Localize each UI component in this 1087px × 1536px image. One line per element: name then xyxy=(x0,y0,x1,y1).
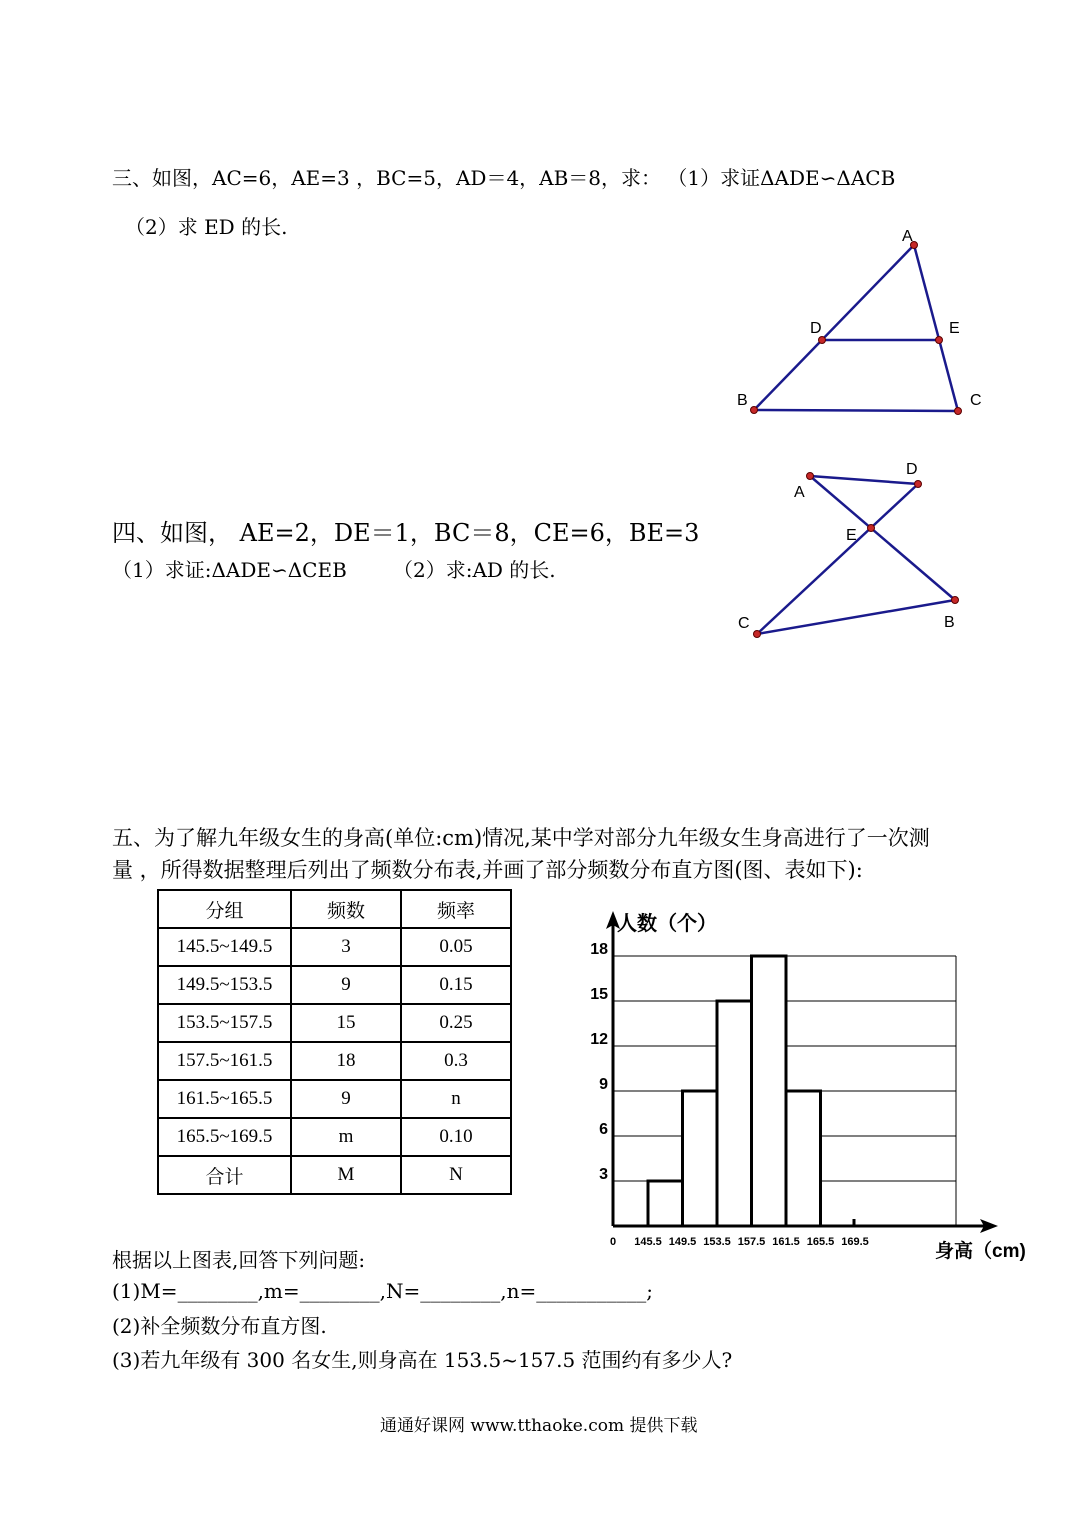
q5-sub2: (2)补全频数分布直方图. xyxy=(112,1314,327,1338)
table-cell: 0.3 xyxy=(401,1042,511,1080)
q4-line2a: （1）求证:ΔADE∽ΔCEB xyxy=(112,558,347,582)
table-cell: 0.15 xyxy=(401,966,511,1004)
label-q3-e: E xyxy=(949,320,960,337)
table-header: 频率 xyxy=(401,890,511,928)
x-tick-label: 161.5 xyxy=(772,1236,800,1248)
x-tick-label: 157.5 xyxy=(737,1236,766,1248)
q3-line2: （2）求 ED 的长. xyxy=(125,215,288,239)
table-cell: 157.5~161.5 xyxy=(158,1042,291,1080)
table-cell: 3 xyxy=(291,928,401,966)
histogram-bar xyxy=(752,956,787,1226)
label-q3-c: C xyxy=(970,392,982,409)
label-q4-b: B xyxy=(944,614,955,631)
table-cell: 18 xyxy=(291,1042,401,1080)
label-q4-a: A xyxy=(794,484,805,501)
label-q4-d: D xyxy=(906,461,918,478)
y-tick-label: 15 xyxy=(590,986,608,1003)
table-cell: 153.5~157.5 xyxy=(158,1004,291,1042)
q4-line2b: （2）求:AD 的长. xyxy=(393,558,556,582)
y-axis-title: 人数（个） xyxy=(617,913,717,935)
x-tick-label: 149.5 xyxy=(668,1236,697,1248)
label-q3-a: A xyxy=(902,228,913,245)
page-footer: 通通好课网 www.tthaoke.com 提供下载 xyxy=(380,1416,698,1436)
histogram-bar xyxy=(648,1181,683,1226)
q4-line1-text: 四、如图， AE=2，DE＝1，BC＝8，CE=6，BE=3 xyxy=(112,519,700,547)
table-cell: 合计 xyxy=(158,1156,291,1194)
y-tick-label: 12 xyxy=(590,1031,608,1048)
table-header: 分组 xyxy=(158,890,291,928)
table-cell: 165.5~169.5 xyxy=(158,1118,291,1156)
x-axis-title: 身高（cm) xyxy=(935,1241,1026,1262)
q3-line1: 三、如图，AC=6，AE=3 ，BC=5，AD＝4，AB＝8，求： （1）求证ΔADE∽ΔACB xyxy=(112,166,896,190)
y-tick-label: 6 xyxy=(599,1121,608,1138)
x-tick-label: 145.5 xyxy=(634,1236,662,1248)
table-cell: M xyxy=(291,1156,401,1194)
table-cell: 0.05 xyxy=(401,928,511,966)
label-q3-b: B xyxy=(737,392,748,409)
q5-line1: 五、为了解九年级女生的身高(单位:cm)情况,某中学对部分九年级女生身高进行了一次测 xyxy=(112,826,930,850)
histogram-bar xyxy=(683,1091,718,1226)
x-tick-label: 153.5 xyxy=(703,1236,731,1248)
x-tick-label: 165.5 xyxy=(806,1236,835,1248)
q5-sub1: (1)M=________,m=________,N=________,n=___________; xyxy=(112,1279,653,1303)
y-tick-label: 9 xyxy=(599,1076,608,1093)
table-cell: N xyxy=(401,1156,511,1194)
table-cell: 9 xyxy=(291,1080,401,1118)
table-header: 频数 xyxy=(291,890,401,928)
y-tick-label: 18 xyxy=(590,941,608,958)
table-cell: 0.10 xyxy=(401,1118,511,1156)
table-cell: 149.5~153.5 xyxy=(158,966,291,1004)
x-tick-label: 169.5 xyxy=(841,1236,869,1248)
table-cell: 145.5~149.5 xyxy=(158,928,291,966)
y-tick-label: 3 xyxy=(599,1166,608,1183)
label-q3-d: D xyxy=(810,320,822,337)
histogram-bar xyxy=(786,1091,821,1226)
table-cell: m xyxy=(291,1118,401,1156)
label-q4-c: C xyxy=(738,615,750,632)
x-tick-label: 0 xyxy=(609,1236,617,1248)
label-q4-e: E xyxy=(846,527,857,544)
histogram-bar xyxy=(717,1001,752,1226)
q5-after: 根据以上图表,回答下列问题: xyxy=(112,1248,366,1272)
table-cell: 0.25 xyxy=(401,1004,511,1042)
table-cell: 15 xyxy=(291,1004,401,1042)
table-cell: 161.5~165.5 xyxy=(158,1080,291,1118)
table-cell: 9 xyxy=(291,966,401,1004)
q5-sub3: (3)若九年级有 300 名女生,则身高在 153.5~157.5 范围约有多少人? xyxy=(112,1348,733,1372)
table-cell: n xyxy=(401,1080,511,1118)
q5-line2: 量 ，所得数据整理后列出了频数分布表,并画了部分频数分布直方图(图、表如下): xyxy=(112,858,863,882)
